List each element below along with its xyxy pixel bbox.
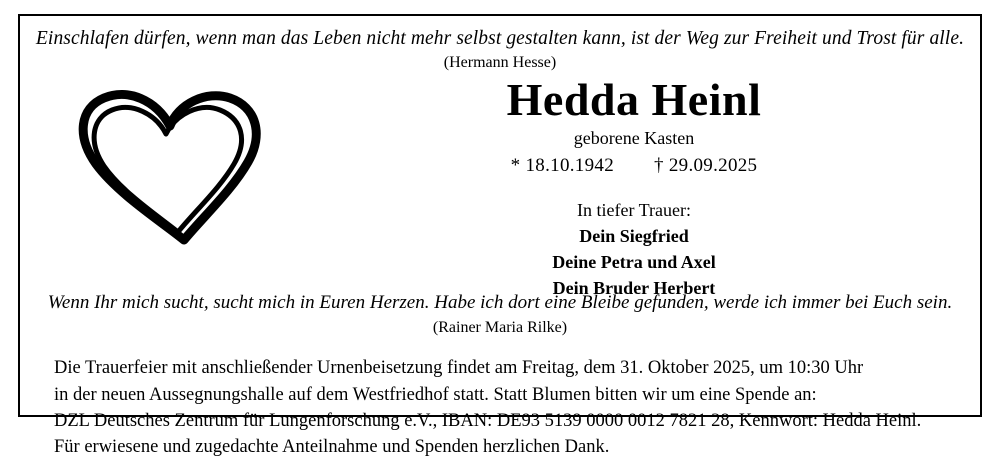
top-quotation-text: Einschlafen dürfen, wenn man das Leben nicht mehr selbst gestalten kann, ist der Weg zur Freiheit und Trost für alle. bbox=[35, 28, 965, 49]
funeral-details bbox=[54, 355, 962, 460]
mourner-line: Deine Petra und Axel bbox=[552, 251, 716, 272]
heart-outline-icon bbox=[66, 82, 296, 247]
top-quotation-author: (Hermann Hesse) bbox=[443, 54, 557, 72]
detail-line: in der neuen Aussegnungshalle auf dem Westfriedhof statt. Statt Blumen bitten wir um eine Spende an: bbox=[54, 384, 817, 405]
mourner-line: Dein Bruder Herbert bbox=[552, 278, 716, 299]
life-dates bbox=[324, 155, 944, 177]
mourning-lead: In tiefer Trauer: bbox=[577, 199, 691, 220]
notice-content bbox=[24, 18, 976, 458]
death-date: † 29.09.2025 bbox=[654, 154, 758, 176]
detail-line: Die Trauerfeier mit anschließender Urnenbeisetzung findet am Freitag, dem 31. Oktober 2025, um 10:30 Uhr bbox=[54, 358, 864, 379]
deceased-birth-name: geborene Kasten bbox=[573, 127, 695, 148]
birth-date: * 18.10.1942 bbox=[510, 154, 614, 176]
detail-line: DZL Deutsches Zentrum für Lungenforschung e.V., IBAN: DE93 5139 0000 0012 7821 28, Kennwort: Hedda Heinl. bbox=[54, 410, 922, 431]
bottom-quotation-text: Wenn Ihr mich sucht, sucht mich in Euren Herzen. Habe ich dort eine Bleibe gefunden, werde ich immer bei Euch sein. bbox=[47, 292, 953, 314]
detail-line: Für erwiesene und zugedachte Anteilnahme und Spenden herzlichen Dank. bbox=[54, 437, 610, 458]
name-and-mourners-section bbox=[24, 72, 976, 299]
bottom-quotation-author: (Rainer Maria Rilke) bbox=[432, 319, 568, 337]
deceased-block bbox=[324, 76, 944, 301]
deceased-name: Hedda Heinl bbox=[506, 74, 762, 126]
mourners-block bbox=[324, 197, 944, 301]
mourner-line: Dein Siegfried bbox=[579, 225, 689, 246]
